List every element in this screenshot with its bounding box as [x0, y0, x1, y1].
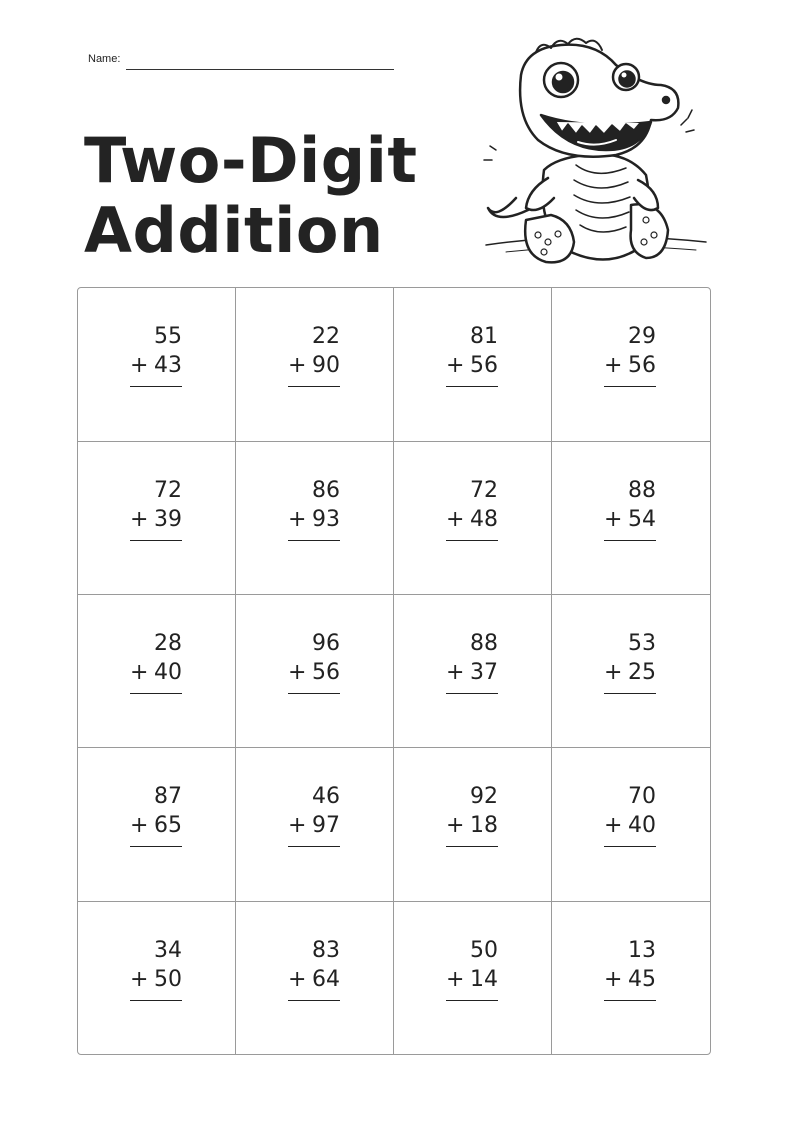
name-label: Name: [88, 53, 121, 65]
problem-cell [394, 595, 552, 748]
first-addend: 28 [154, 631, 182, 656]
second-addend: 37 [470, 660, 498, 685]
second-addend-row [288, 811, 340, 840]
second-addend-row [446, 658, 498, 687]
second-addend: 50 [154, 967, 182, 992]
answer-line[interactable] [130, 540, 182, 541]
first-addend: 96 [312, 631, 340, 656]
second-addend-row [130, 505, 182, 534]
second-addend-row [130, 811, 182, 840]
first-addend: 86 [312, 478, 340, 503]
second-addend: 93 [312, 507, 340, 532]
addition-problem [446, 629, 498, 694]
addition-problem [604, 476, 656, 541]
second-addend: 56 [312, 660, 340, 685]
problem-cell [394, 748, 552, 902]
answer-line[interactable] [288, 386, 340, 387]
second-addend: 54 [628, 507, 656, 532]
answer-line[interactable] [130, 1000, 182, 1001]
answer-line[interactable] [130, 846, 182, 847]
first-addend: 70 [628, 784, 656, 809]
answer-line[interactable] [604, 1000, 656, 1001]
second-addend: 43 [154, 353, 182, 378]
second-addend: 25 [628, 660, 656, 685]
plus-sign: + [446, 660, 465, 685]
problem-cell [236, 595, 394, 748]
addition-problem [604, 936, 656, 1001]
plus-sign: + [130, 813, 149, 838]
plus-sign: + [130, 353, 149, 378]
second-addend-row [604, 351, 656, 380]
first-addend: 81 [470, 324, 498, 349]
addition-problem [288, 476, 340, 541]
first-addend: 50 [470, 938, 498, 963]
answer-line[interactable] [288, 846, 340, 847]
first-addend: 87 [154, 784, 182, 809]
first-addend: 88 [470, 631, 498, 656]
problem-cell [552, 595, 710, 748]
first-addend: 29 [628, 324, 656, 349]
second-addend-row [288, 505, 340, 534]
plus-sign: + [288, 507, 307, 532]
first-addend: 22 [312, 324, 340, 349]
second-addend: 90 [312, 353, 340, 378]
addition-problem [604, 782, 656, 847]
addition-problem [446, 476, 498, 541]
plus-sign: + [288, 967, 307, 992]
first-addend: 46 [312, 784, 340, 809]
addition-problem [130, 936, 182, 1001]
addition-problem [288, 322, 340, 387]
problem-cell [78, 902, 236, 1054]
plus-sign: + [604, 507, 623, 532]
addition-problem [130, 322, 182, 387]
addition-problem [446, 782, 498, 847]
problem-cell [394, 442, 552, 595]
problem-cell [236, 902, 394, 1054]
answer-line[interactable] [288, 540, 340, 541]
addition-problem [288, 629, 340, 694]
addition-problem [288, 782, 340, 847]
title-line-1: Two-Digit [84, 124, 418, 197]
answer-line[interactable] [446, 540, 498, 541]
second-addend-row [288, 658, 340, 687]
title-line-2: Addition [84, 194, 384, 267]
problem-cell [78, 595, 236, 748]
first-addend: 34 [154, 938, 182, 963]
first-addend: 83 [312, 938, 340, 963]
addition-problem [130, 629, 182, 694]
answer-line[interactable] [446, 693, 498, 694]
second-addend: 40 [628, 813, 656, 838]
answer-line[interactable] [446, 846, 498, 847]
second-addend-row [604, 658, 656, 687]
second-addend: 65 [154, 813, 182, 838]
plus-sign: + [446, 353, 465, 378]
first-addend: 72 [154, 478, 182, 503]
second-addend: 45 [628, 967, 656, 992]
problem-cell [552, 442, 710, 595]
answer-line[interactable] [604, 386, 656, 387]
name-write-line[interactable] [126, 69, 394, 70]
first-addend: 55 [154, 324, 182, 349]
addition-problem [604, 629, 656, 694]
first-addend: 72 [470, 478, 498, 503]
second-addend: 39 [154, 507, 182, 532]
second-addend: 40 [154, 660, 182, 685]
problem-cell [552, 288, 710, 442]
plus-sign: + [288, 660, 307, 685]
second-addend-row [604, 505, 656, 534]
plus-sign: + [604, 353, 623, 378]
second-addend: 97 [312, 813, 340, 838]
answer-line[interactable] [446, 1000, 498, 1001]
second-addend: 64 [312, 967, 340, 992]
second-addend-row [446, 505, 498, 534]
crocodile-illustration-icon [466, 30, 716, 280]
second-addend-row [446, 965, 498, 994]
problem-cell [236, 442, 394, 595]
addition-problem [130, 476, 182, 541]
plus-sign: + [446, 967, 465, 992]
problem-cell [78, 288, 236, 442]
plus-sign: + [604, 967, 623, 992]
second-addend: 48 [470, 507, 498, 532]
name-field[interactable] [88, 52, 394, 74]
answer-line[interactable] [130, 386, 182, 387]
answer-line[interactable] [446, 386, 498, 387]
plus-sign: + [446, 507, 465, 532]
problem-cell [78, 442, 236, 595]
page-title [84, 126, 418, 266]
second-addend-row [130, 658, 182, 687]
addition-problem [446, 936, 498, 1001]
problem-cell [78, 748, 236, 902]
plus-sign: + [604, 660, 623, 685]
plus-sign: + [288, 813, 307, 838]
first-addend: 53 [628, 631, 656, 656]
first-addend: 13 [628, 938, 656, 963]
addition-problem [604, 322, 656, 387]
second-addend-row [130, 351, 182, 380]
answer-line[interactable] [604, 846, 656, 847]
plus-sign: + [130, 660, 149, 685]
problem-cell [236, 748, 394, 902]
addition-problem [446, 322, 498, 387]
problem-cell [236, 288, 394, 442]
problem-cell [394, 288, 552, 442]
addition-problem [288, 936, 340, 1001]
second-addend-row [604, 811, 656, 840]
second-addend-row [130, 965, 182, 994]
problem-cell [552, 748, 710, 902]
second-addend-row [288, 351, 340, 380]
second-addend: 56 [470, 353, 498, 378]
addition-problem [130, 782, 182, 847]
second-addend: 56 [628, 353, 656, 378]
problem-grid [77, 287, 711, 1055]
second-addend-row [446, 351, 498, 380]
answer-line[interactable] [604, 540, 656, 541]
plus-sign: + [604, 813, 623, 838]
second-addend: 14 [470, 967, 498, 992]
first-addend: 88 [628, 478, 656, 503]
problem-cell [552, 902, 710, 1054]
second-addend-row [288, 965, 340, 994]
plus-sign: + [130, 507, 149, 532]
plus-sign: + [288, 353, 307, 378]
second-addend-row [604, 965, 656, 994]
first-addend: 92 [470, 784, 498, 809]
plus-sign: + [130, 967, 149, 992]
answer-line[interactable] [604, 693, 656, 694]
plus-sign: + [446, 813, 465, 838]
second-addend-row [446, 811, 498, 840]
answer-line[interactable] [288, 1000, 340, 1001]
problem-cell [394, 902, 552, 1054]
answer-line[interactable] [130, 693, 182, 694]
answer-line[interactable] [288, 693, 340, 694]
second-addend: 18 [470, 813, 498, 838]
